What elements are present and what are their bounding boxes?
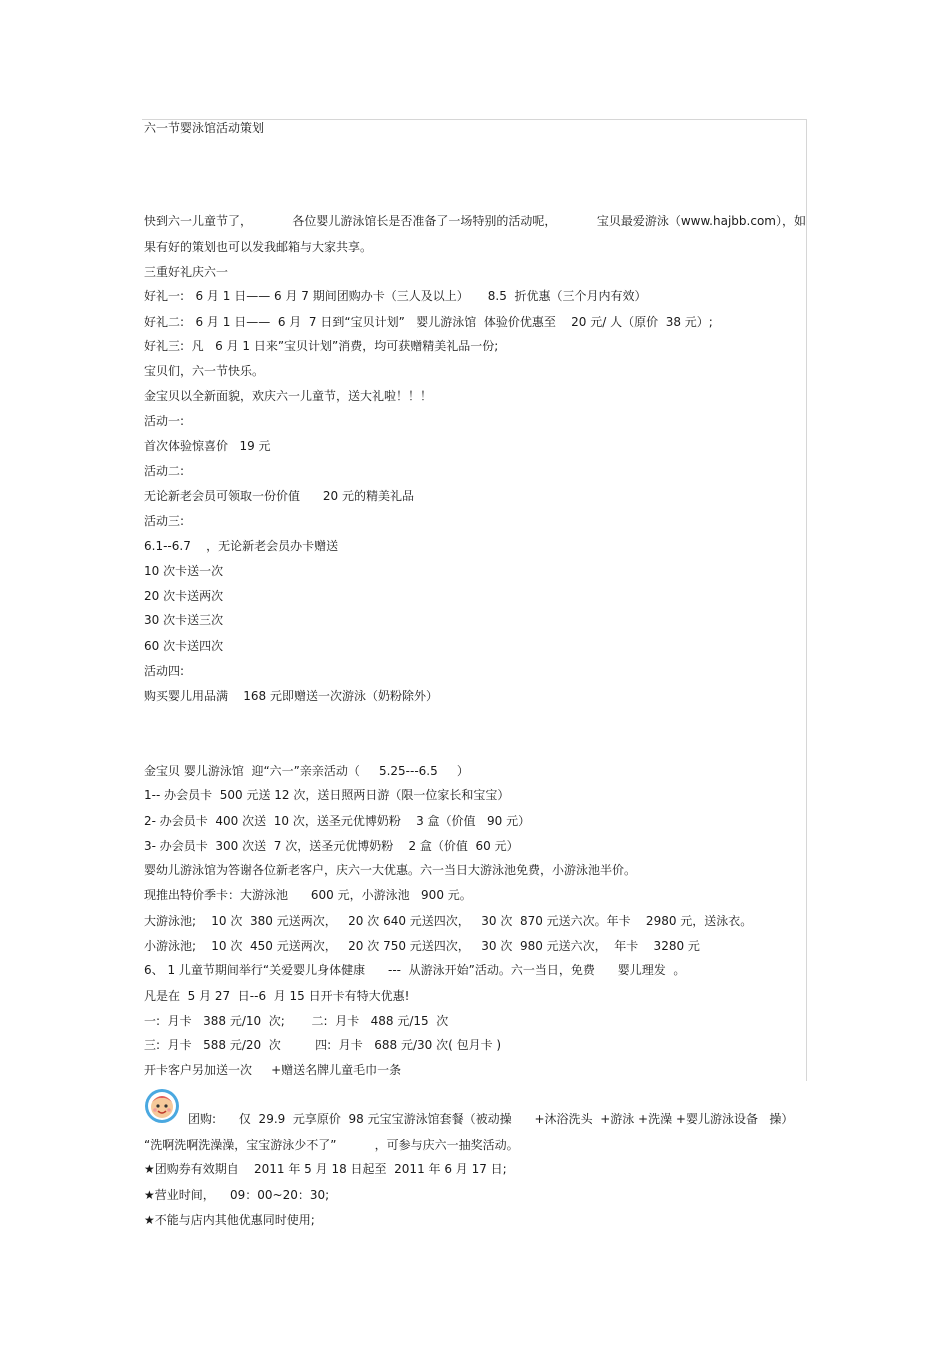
activity-one-text: 首次体验惊喜价 19 元 <box>144 439 271 453</box>
note-validity: ★团购券有效期自 2011 年 5 月 18 日起至 2011 年 6 月 17 日; <box>144 1162 507 1176</box>
activity-one-label: 活动一: <box>144 414 185 428</box>
activity-four-text: 购买婴儿用品满 168 元即赠送一次游泳（奶粉除外） <box>144 689 438 703</box>
intro-part-3: 宝贝最爱游泳（www.hajbb.com），如 <box>596 214 806 228</box>
card-offer-10: 10 次卡送一次 <box>144 564 224 578</box>
gift-two: 好礼二: 6 月 1 日—— 6 月 7 日到“宝贝计划” 婴儿游泳馆 体验价优惠至 20 元/ 人（原价 38 元）; <box>144 315 713 329</box>
gift-three: 好礼三: 凡 6 月 1 日来”宝贝计划”消费，均可获赠精美礼品一份; <box>144 339 499 353</box>
section1-heading: 三重好礼庆六一 <box>144 265 229 279</box>
gift-one: 好礼一: 6 月 1 日—— 6 月 7 期间团购办卡（三人及以上） 8.5 折优惠（三个月内有效） <box>144 289 647 303</box>
bonus-gift: 开卡客户另加送一次 +赠送名牌儿童毛巾一条 <box>144 1063 402 1077</box>
card-offer-20: 20 次卡送两次 <box>144 589 224 603</box>
intro-part-1: 快到六一儿童节了， <box>144 214 253 228</box>
activity-three-label: 活动三: <box>144 514 185 528</box>
note-no-combination: ★不能与店内其他优惠同时使用; <box>144 1213 315 1227</box>
intro-line-1 <box>144 213 806 229</box>
content-frame <box>142 119 807 1081</box>
monthly-card-1-2: 一: 月卡 388 元/10 次; 二: 月卡 488 元/15 次 <box>144 1014 449 1028</box>
intro-line-2: 果有好的策划也可以发我邮箱与大家共享。 <box>144 240 373 254</box>
childrens-day-event: 6、 1 儿童节期间举行“关爱婴儿身体健康 --- 从游泳开始”活动。六一当日，免费 婴儿理发 。 <box>144 963 686 977</box>
activity-two-text: 无论新老会员可领取一份价值 20 元的精美礼品 <box>144 489 414 503</box>
greeting: 宝贝们，六一节快乐。 <box>144 364 265 378</box>
activity-four-label: 活动四: <box>144 664 185 678</box>
note-hours: ★营业时间， 09：00~20：30; <box>144 1188 330 1202</box>
special-discount: 凡是在 5 月 27 日--6 月 15 日开卡有特大优惠! <box>144 989 410 1003</box>
monthly-card-3-4: 三: 月卡 588 元/20 次 四: 月卡 688 元/30 次( 包月卡 ) <box>144 1038 502 1052</box>
activity-two-label: 活动二: <box>144 464 185 478</box>
card-offer-30: 30 次卡送三次 <box>144 613 224 627</box>
membership-offer-3: 3- 办会员卡 300 次送 7 次，送圣元优博奶粉 2 盒（价值 60 元） <box>144 839 519 853</box>
document-title: 六一节婴泳馆活动策划 <box>144 121 265 135</box>
celebration: 金宝贝以全新面貌，欢庆六一儿童节，送大礼啦！！！ <box>144 389 433 403</box>
groupbuy-line-2: “洗啊洗啊洗澡澡，宝宝游泳少不了” ，可参与庆六一抽奖活动。 <box>144 1138 519 1152</box>
groupbuy-line-1: 团购: 仅 29.9 元享原价 98 元宝宝游泳馆套餐（被动操 +沐浴洗头 +游泳 +洗澡 +婴儿游泳设备 操） <box>188 1112 794 1126</box>
baby-face-icon <box>144 1088 180 1124</box>
membership-offer-1: 1-- 办会员卡 500 元送 12 次，送日照两日游（限一位家长和宝宝） <box>144 788 510 802</box>
season-card: 现推出特价季卡：大游泳池 600 元，小游泳池 900 元。 <box>144 888 472 902</box>
activity-three-text: 6.1--6.7 ，无论新老会员办卡赠送 <box>144 539 339 553</box>
membership-offer-2: 2- 办会员卡 400 次送 10 次，送圣元优博奶粉 3 盒（价值 90 元） <box>144 814 531 828</box>
card-offer-60: 60 次卡送四次 <box>144 639 224 653</box>
large-pool-prices: 大游泳池; 10 次 380 元送两次， 20 次 640 元送四次， 30 次 870 元送六次。年卡 2980 元，送泳衣。 <box>144 914 753 928</box>
section2-heading: 金宝贝 婴儿游泳馆 迎“六一”亲亲活动（ 5.25---6.5 ） <box>144 764 469 778</box>
thanks-customers: 婴幼儿游泳馆为答谢各位新老客户，庆六一大优惠。六一当日大游泳池免费，小游泳池半价。 <box>144 863 637 877</box>
intro-part-2: 各位婴儿游泳馆长是否准备了一场特别的活动呢， <box>292 214 557 228</box>
small-pool-prices: 小游泳池; 10 次 450 元送两次， 20 次 750 元送四次， 30 次 980 元送六次， 年卡 3280 元 <box>144 939 700 953</box>
